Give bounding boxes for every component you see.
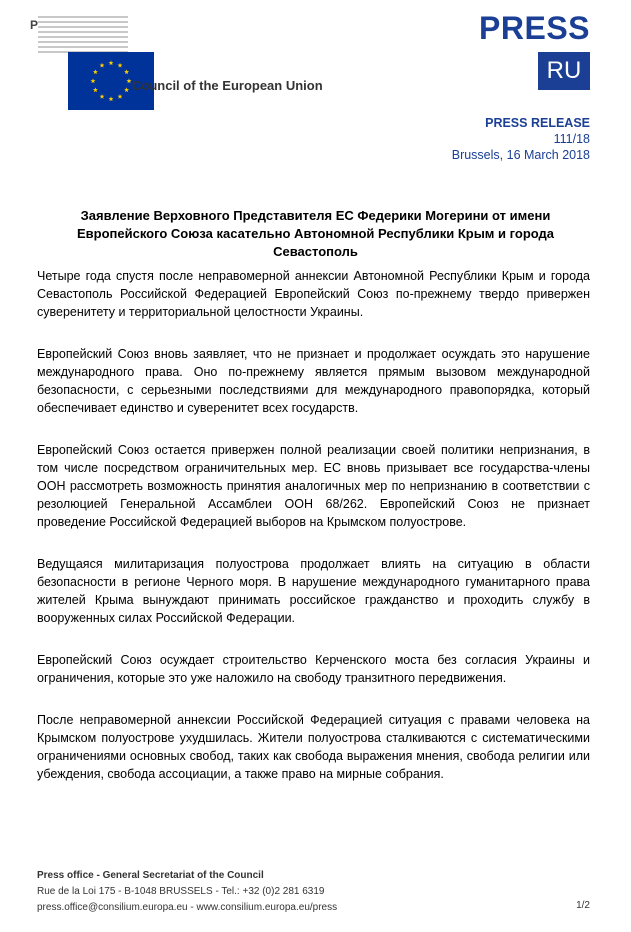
language-badge: RU	[538, 52, 590, 90]
paragraph: Европейский Союз вновь заявляет, что не признает и продолжает осуждать это нарушение международного права. Оно по-прежнему является прямым вызовом международной безопасности, с серьезными последствиями для международного правопорядка, который обеспечивает единство и суверенитет всех государств.	[37, 347, 590, 415]
paragraph: Европейский Союз остается привержен полной реализации своей политики непризнания, в том числе посредством ограничительных мер. ЕС вновь призывает все государства-члены ООН рассмотреть возможность принятия аналогичных мер по непризнанию в соответствии с резолюцией Генеральной Ассамблеи ООН 68/262. Европейский Союз не признает проведение Российской Федерацией выборов на Крымском полуострове.	[37, 443, 590, 529]
page-title: Заявление Верховного Представителя ЕС Федерики Могерини от имени Европейского Союза касательно Автономной Республики Крым и города Севастополь	[76, 208, 555, 259]
release-label: PRESS RELEASE	[485, 116, 590, 130]
footer-contact[interactable]: press.office@consilium.europa.eu - www.consilium.europa.eu/press	[37, 902, 338, 913]
paragraph: Четыре года спустя после неправомерной аннексии Автономной Республики Крым и города Севастополь Российской Федерацией Европейский Союз по-прежнему твердо привержен суверенитету и территориальной целостности Украины.	[37, 269, 590, 319]
page-number: 1/2	[576, 900, 590, 911]
release-info	[452, 115, 590, 163]
council-name: Council of the European Union	[132, 78, 323, 93]
footer-office: Press office - General Secretariat of the Council	[37, 870, 264, 881]
statement-body	[37, 267, 590, 807]
press-title: PRESS	[479, 10, 590, 46]
paragraph: Европейский Союз осуждает строительство Керченского моста без согласия Украины и ограничения, которые это уже наложило на свободу транзитного передвижения.	[37, 653, 590, 685]
paragraph: После неправомерной аннексии Российской Федерацией ситуация с правами человека на Крымском полуострове ухудшилась. Жители полуострова сталкиваются с систематическими ограничениями основных свобод, таких как свобода выражения мнения, свобода религии или убеждения, свобода ассоциации, а также право на мирные собрания.	[37, 713, 590, 781]
release-date: Brussels, 16 March 2018	[451, 148, 590, 162]
release-number: 111/18	[553, 132, 590, 146]
footer	[37, 868, 590, 916]
footer-address: Rue de la Loi 175 - B-1048 BRUSSELS - Tel.: +32 (0)2 281 6319	[37, 886, 325, 897]
logo-letter: P	[30, 18, 39, 32]
paragraph: Ведущаяся милитаризация полуострова продолжает влиять на ситуацию в области безопасности в регионе Черного моря. В нарушение международного гуманитарного права жителей Крыма вынуждают принимать российское гражданство и проходить службу в вооруженных силах Российской Федерации.	[37, 557, 590, 625]
